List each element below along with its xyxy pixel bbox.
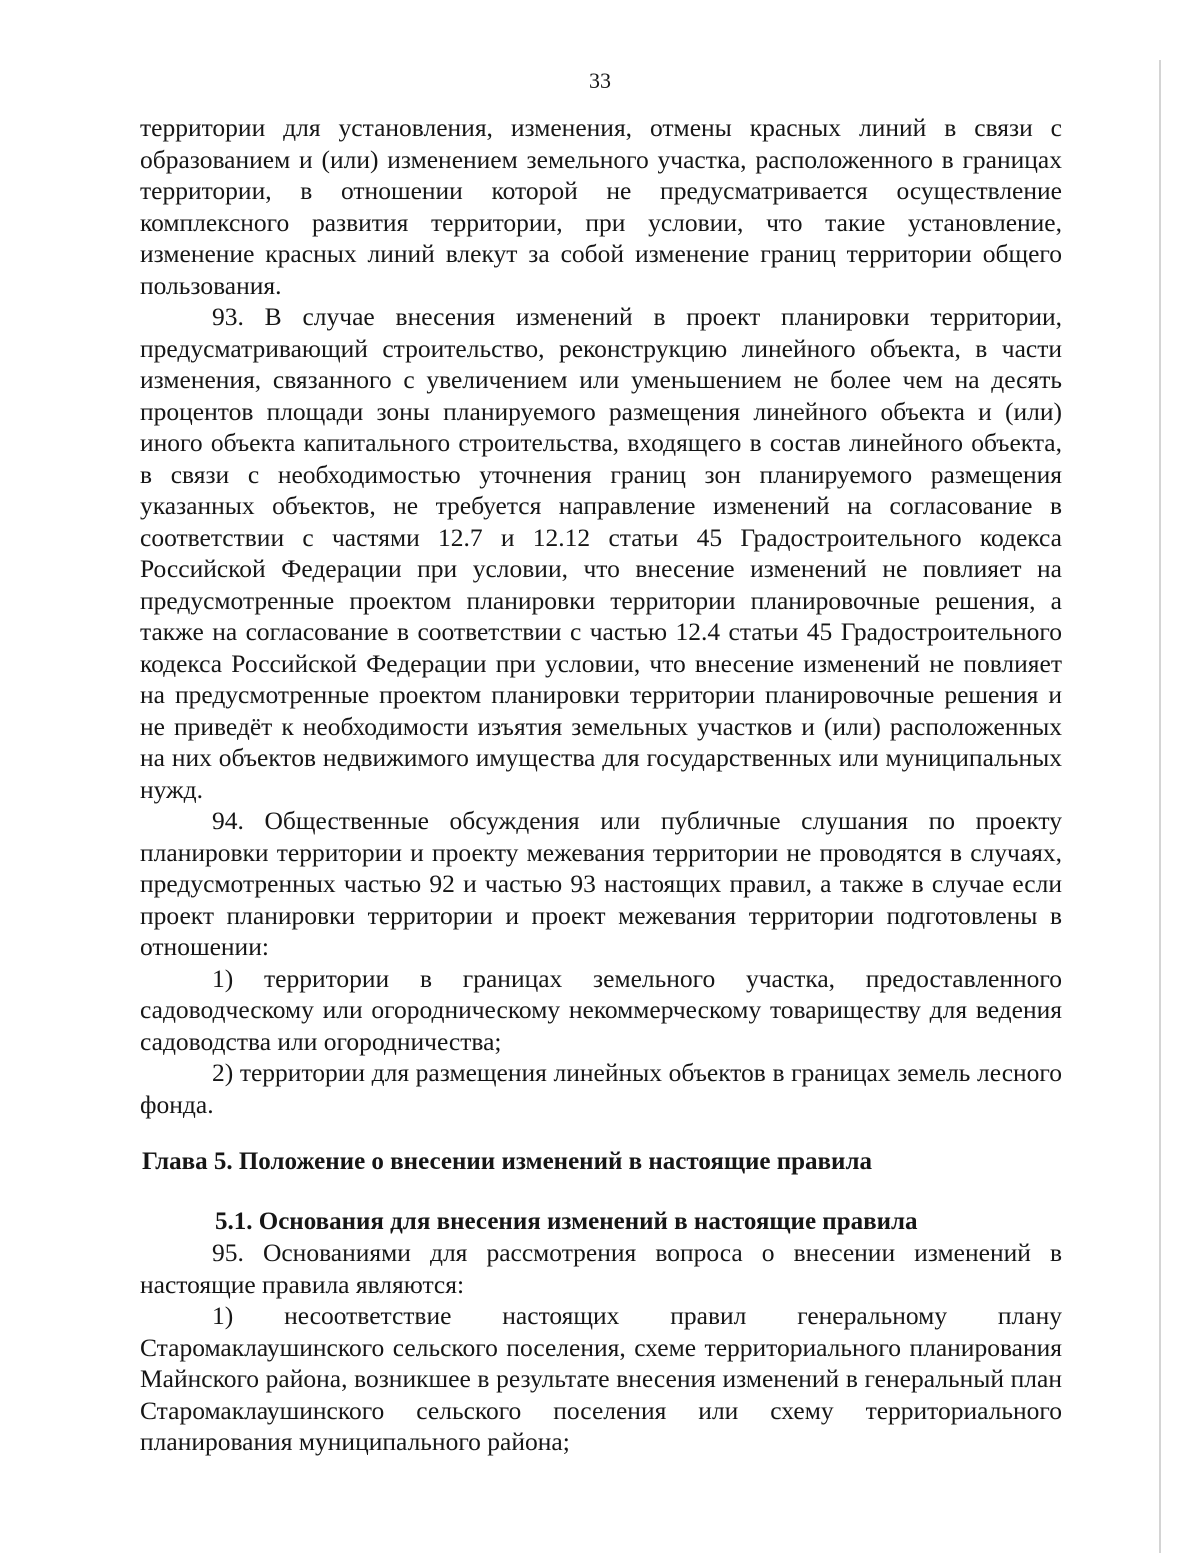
document-body [140, 112, 1062, 1458]
paragraph-95-item-1: 1) несоответствие настоящих правил генеральному плану Старомаклаушинского сельского поселения, схеме территориального планирования Майнского района, возникшее в результате внесения изменений в генеральный план Старомаклаушинского сельского поселения или схему территориального планирования муниципального района; [140, 1301, 1062, 1456]
paragraph-95: 95. Основаниями для рассмотрения вопроса о внесении изменений в настоящие правила являются: [140, 1238, 1062, 1299]
paragraph-94-item-1: 1) территории в границах земельного участка, предоставленного садоводческому или огородническому некоммерческому товариществу для ведения садоводства или огородничества; [140, 963, 1062, 1056]
paragraph-93: 93. В случае внесения изменений в проект планировки территории, предусматривающий строительство, реконструкцию линейного объекта, в части изменения, связанного с увеличением или уменьшением не более чем на десять процентов площади зоны планируемого размещения линейного объекта и (или) иного объекта капитального строительства, входящего в состав линейного объекта, в связи с необходимостью уточнения границ зон планируемого размещения указанных объектов, не требуется направление изменений на согласование в соответствии с частями 12.7 и 12.12 статьи 45 Градостроительного кодекса Российской Федерации при условии, что внесение изменений не повлияет на предусмотренные проектом планировки территории планировочные решения, а также на согласование в соответствии с частью 12.4 статьи 45 Градостроительного кодекса Российской Федерации при условии, что внесение изменений не повлияет на предусмотренные проектом планировки территории планировочные решения и не приведёт к необходимости изъятия земельных участков и (или) расположенных на них объектов недвижимого имущества для государственных или муниципальных нужд. [140, 302, 1062, 804]
page-edge-line [1159, 60, 1161, 1553]
paragraph-94: 94. Общественные обсуждения или публичные слушания по проекту планировки территории и проекту межевания территории не проводятся в случаях, предусмотренных частью 92 и частью 93 настоящих правил, а также в случае если проект планировки территории и проект межевания территории подготовлены в отношении: [140, 806, 1062, 961]
chapter-heading: Глава 5. Положение о внесении изменений в настоящие правила [142, 1148, 872, 1175]
section-heading: 5.1. Основания для внесения изменений в настоящие правила [215, 1207, 918, 1235]
page-number: 33 [589, 68, 611, 93]
paragraph-continuation: территории для установления, изменения, отмены красных линий в связи с образованием и (или) изменением земельного участка, расположенного в границах территории, в отношении которой не предусматривается осуществление комплексного развития территории, при условии, что такие установление, изменение красных линий влекут за собой изменение границ территории общего пользования. [140, 113, 1062, 300]
paragraph-94-item-2: 2) территории для размещения линейных объектов в границах земель лесного фонда. [140, 1058, 1062, 1119]
